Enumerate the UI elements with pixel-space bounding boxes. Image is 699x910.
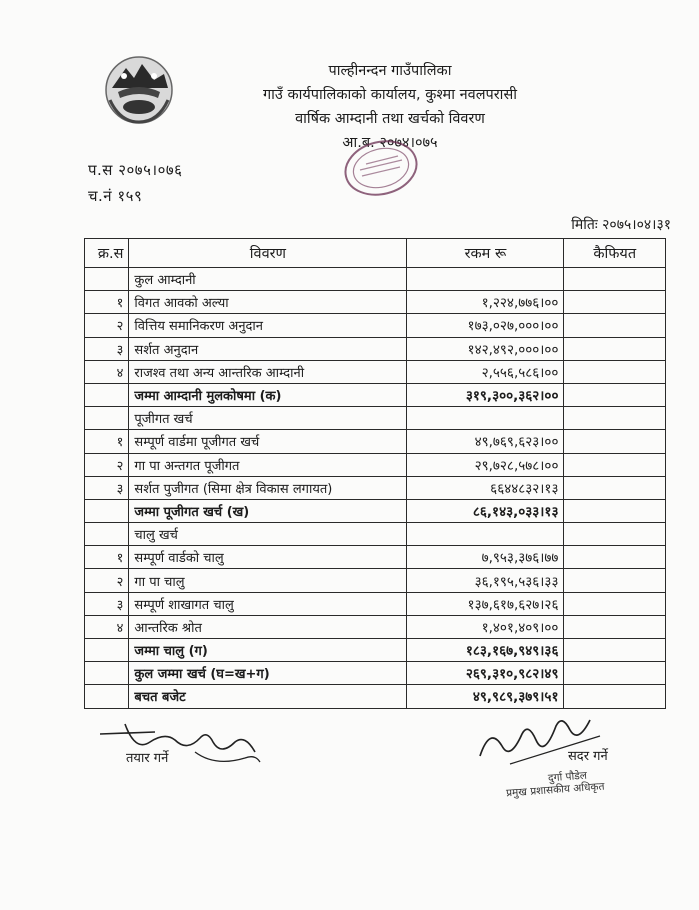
row-serial: २ xyxy=(85,569,129,592)
income-expense-table xyxy=(84,238,666,709)
row-amount: १,२२४,७७६।०० xyxy=(407,291,564,314)
row-description: आन्तरिक श्रोत xyxy=(129,615,407,638)
row-remarks xyxy=(564,337,666,360)
row-amount: १७३,०२७,०००।०० xyxy=(407,314,564,337)
table-row xyxy=(85,360,666,383)
row-amount: ४९,७६९,६२३।०० xyxy=(407,430,564,453)
row-description: विगत आवको अल्या xyxy=(129,291,407,314)
header-remarks: कैफियत xyxy=(564,239,666,268)
table-row xyxy=(85,592,666,615)
row-amount: १३७,६१७,६२७।२६ xyxy=(407,592,564,615)
row-description: सर्शत पुजीगत (सिमा क्षेत्र विकास लगायत) xyxy=(129,476,407,499)
row-amount: २,५५६,५८६।०० xyxy=(407,360,564,383)
row-description: सर्शत अनुदान xyxy=(129,337,407,360)
row-serial: १ xyxy=(85,430,129,453)
header-amount: रकम रू xyxy=(407,239,564,268)
row-description: वित्तिय समानिकरण अनुदान xyxy=(129,314,407,337)
table-row xyxy=(85,615,666,638)
preparer-signature-icon xyxy=(95,712,275,772)
row-serial xyxy=(85,268,129,291)
row-remarks xyxy=(564,615,666,638)
row-description: कुल आम्दानी xyxy=(129,268,407,291)
row-description: बचत बजेट xyxy=(129,685,407,708)
table-row xyxy=(85,430,666,453)
row-description: जम्मा आम्दानी मुलकोषमा (क) xyxy=(129,383,407,406)
row-remarks xyxy=(564,499,666,522)
table-header-row xyxy=(85,239,666,268)
row-amount xyxy=(407,523,564,546)
row-description: गा पा चालु xyxy=(129,569,407,592)
table-row xyxy=(85,314,666,337)
row-description: पूजीगत खर्च xyxy=(129,407,407,430)
table-row xyxy=(85,476,666,499)
row-remarks xyxy=(564,592,666,615)
approved-by-label: सदर गर्ने xyxy=(568,749,608,764)
row-amount: ८६,१४३,०३३।१३ xyxy=(407,499,564,522)
row-description: जम्मा चालु (ग) xyxy=(129,639,407,662)
row-description: सम्पूर्ण वार्डमा पूजीगत खर्च xyxy=(129,430,407,453)
table-row xyxy=(85,569,666,592)
row-remarks xyxy=(564,453,666,476)
row-description: कुल जम्मा खर्च (घ=ख+ग) xyxy=(129,662,407,685)
document-date: मितिः २०७५।०४।३१ xyxy=(571,217,671,233)
row-amount: ४९,९८९,३७९।५१ xyxy=(407,685,564,708)
row-remarks xyxy=(564,360,666,383)
table-row xyxy=(85,337,666,360)
row-remarks xyxy=(564,476,666,499)
row-remarks xyxy=(564,268,666,291)
row-description: जम्मा पूजीगत खर्च (ख) xyxy=(129,499,407,522)
table-row xyxy=(85,546,666,569)
nepal-emblem-icon xyxy=(100,52,178,126)
table-row xyxy=(85,499,666,522)
table-row xyxy=(85,639,666,662)
row-amount: ७,९५३,३७६।७७ xyxy=(407,546,564,569)
row-remarks xyxy=(564,407,666,430)
office-name: गाउँ कार्यपालिकाको कार्यालय, कुश्मा नवलपरासी xyxy=(262,87,517,103)
table-row xyxy=(85,662,666,685)
row-serial xyxy=(85,499,129,522)
approver-signature-icon xyxy=(470,706,640,776)
row-serial: १ xyxy=(85,546,129,569)
officer-name: दुर्गा पौडेल xyxy=(547,769,588,785)
row-serial xyxy=(85,407,129,430)
row-remarks xyxy=(564,639,666,662)
row-serial xyxy=(85,523,129,546)
row-amount: ३६,१९५,५३६।३३ xyxy=(407,569,564,592)
table-row xyxy=(85,453,666,476)
row-description: राजश्व तथा अन्य आन्तरिक आम्दानी xyxy=(129,360,407,383)
row-amount: १४२,४९२,०००।०० xyxy=(407,337,564,360)
dispatch-number: च.नं १५९ xyxy=(88,187,143,205)
letter-number: प.स २०७५।०७६ xyxy=(88,161,183,179)
row-remarks xyxy=(564,383,666,406)
header-serial: क्र.स xyxy=(85,239,129,268)
row-description: चालु खर्च xyxy=(129,523,407,546)
document-title: वार्षिक आम्दानी तथा खर्चको विवरण xyxy=(295,111,485,127)
row-amount: ३१९,३००,३६२।०० xyxy=(407,383,564,406)
table-row xyxy=(85,383,666,406)
row-serial: १ xyxy=(85,291,129,314)
header-description: विवरण xyxy=(129,239,407,268)
row-remarks xyxy=(564,314,666,337)
prepared-by-label: तयार गर्ने xyxy=(126,751,169,766)
row-amount: ६६४४८३२।१३ xyxy=(407,476,564,499)
row-description: गा पा अन्तगत पूजीगत xyxy=(129,453,407,476)
row-serial xyxy=(85,383,129,406)
row-serial: ३ xyxy=(85,592,129,615)
row-remarks xyxy=(564,291,666,314)
row-remarks xyxy=(564,546,666,569)
row-description: सम्पूर्ण वार्डको चालु xyxy=(129,546,407,569)
row-serial: २ xyxy=(85,453,129,476)
row-remarks xyxy=(564,662,666,685)
row-serial: ४ xyxy=(85,360,129,383)
row-remarks xyxy=(564,430,666,453)
table-row xyxy=(85,268,666,291)
officer-title: प्रमुख प्रशासकीय अधिकृत xyxy=(505,780,605,800)
row-remarks xyxy=(564,685,666,708)
table-row xyxy=(85,685,666,708)
table-row xyxy=(85,523,666,546)
table-row xyxy=(85,291,666,314)
row-remarks xyxy=(564,523,666,546)
row-amount xyxy=(407,407,564,430)
office-stamp-icon xyxy=(338,136,424,200)
row-amount: १,४०१,४०९।०० xyxy=(407,615,564,638)
municipality-name: पाल्हीनन्दन गाउँपालिका xyxy=(328,63,452,79)
row-serial: ३ xyxy=(85,476,129,499)
row-serial: २ xyxy=(85,314,129,337)
fiscal-year: आ.ब. २०७४।०७५ xyxy=(342,135,438,151)
row-serial xyxy=(85,639,129,662)
row-amount xyxy=(407,268,564,291)
table-row xyxy=(85,407,666,430)
row-serial xyxy=(85,685,129,708)
row-serial xyxy=(85,662,129,685)
row-amount: २९,७२८,५७८।०० xyxy=(407,453,564,476)
row-amount: १८३,१६७,९४९।३६ xyxy=(407,639,564,662)
row-serial: ३ xyxy=(85,337,129,360)
row-description: सम्पूर्ण शाखागत चालु xyxy=(129,592,407,615)
row-remarks xyxy=(564,569,666,592)
row-serial: ४ xyxy=(85,615,129,638)
row-amount: २६९,३१०,९८२।४९ xyxy=(407,662,564,685)
